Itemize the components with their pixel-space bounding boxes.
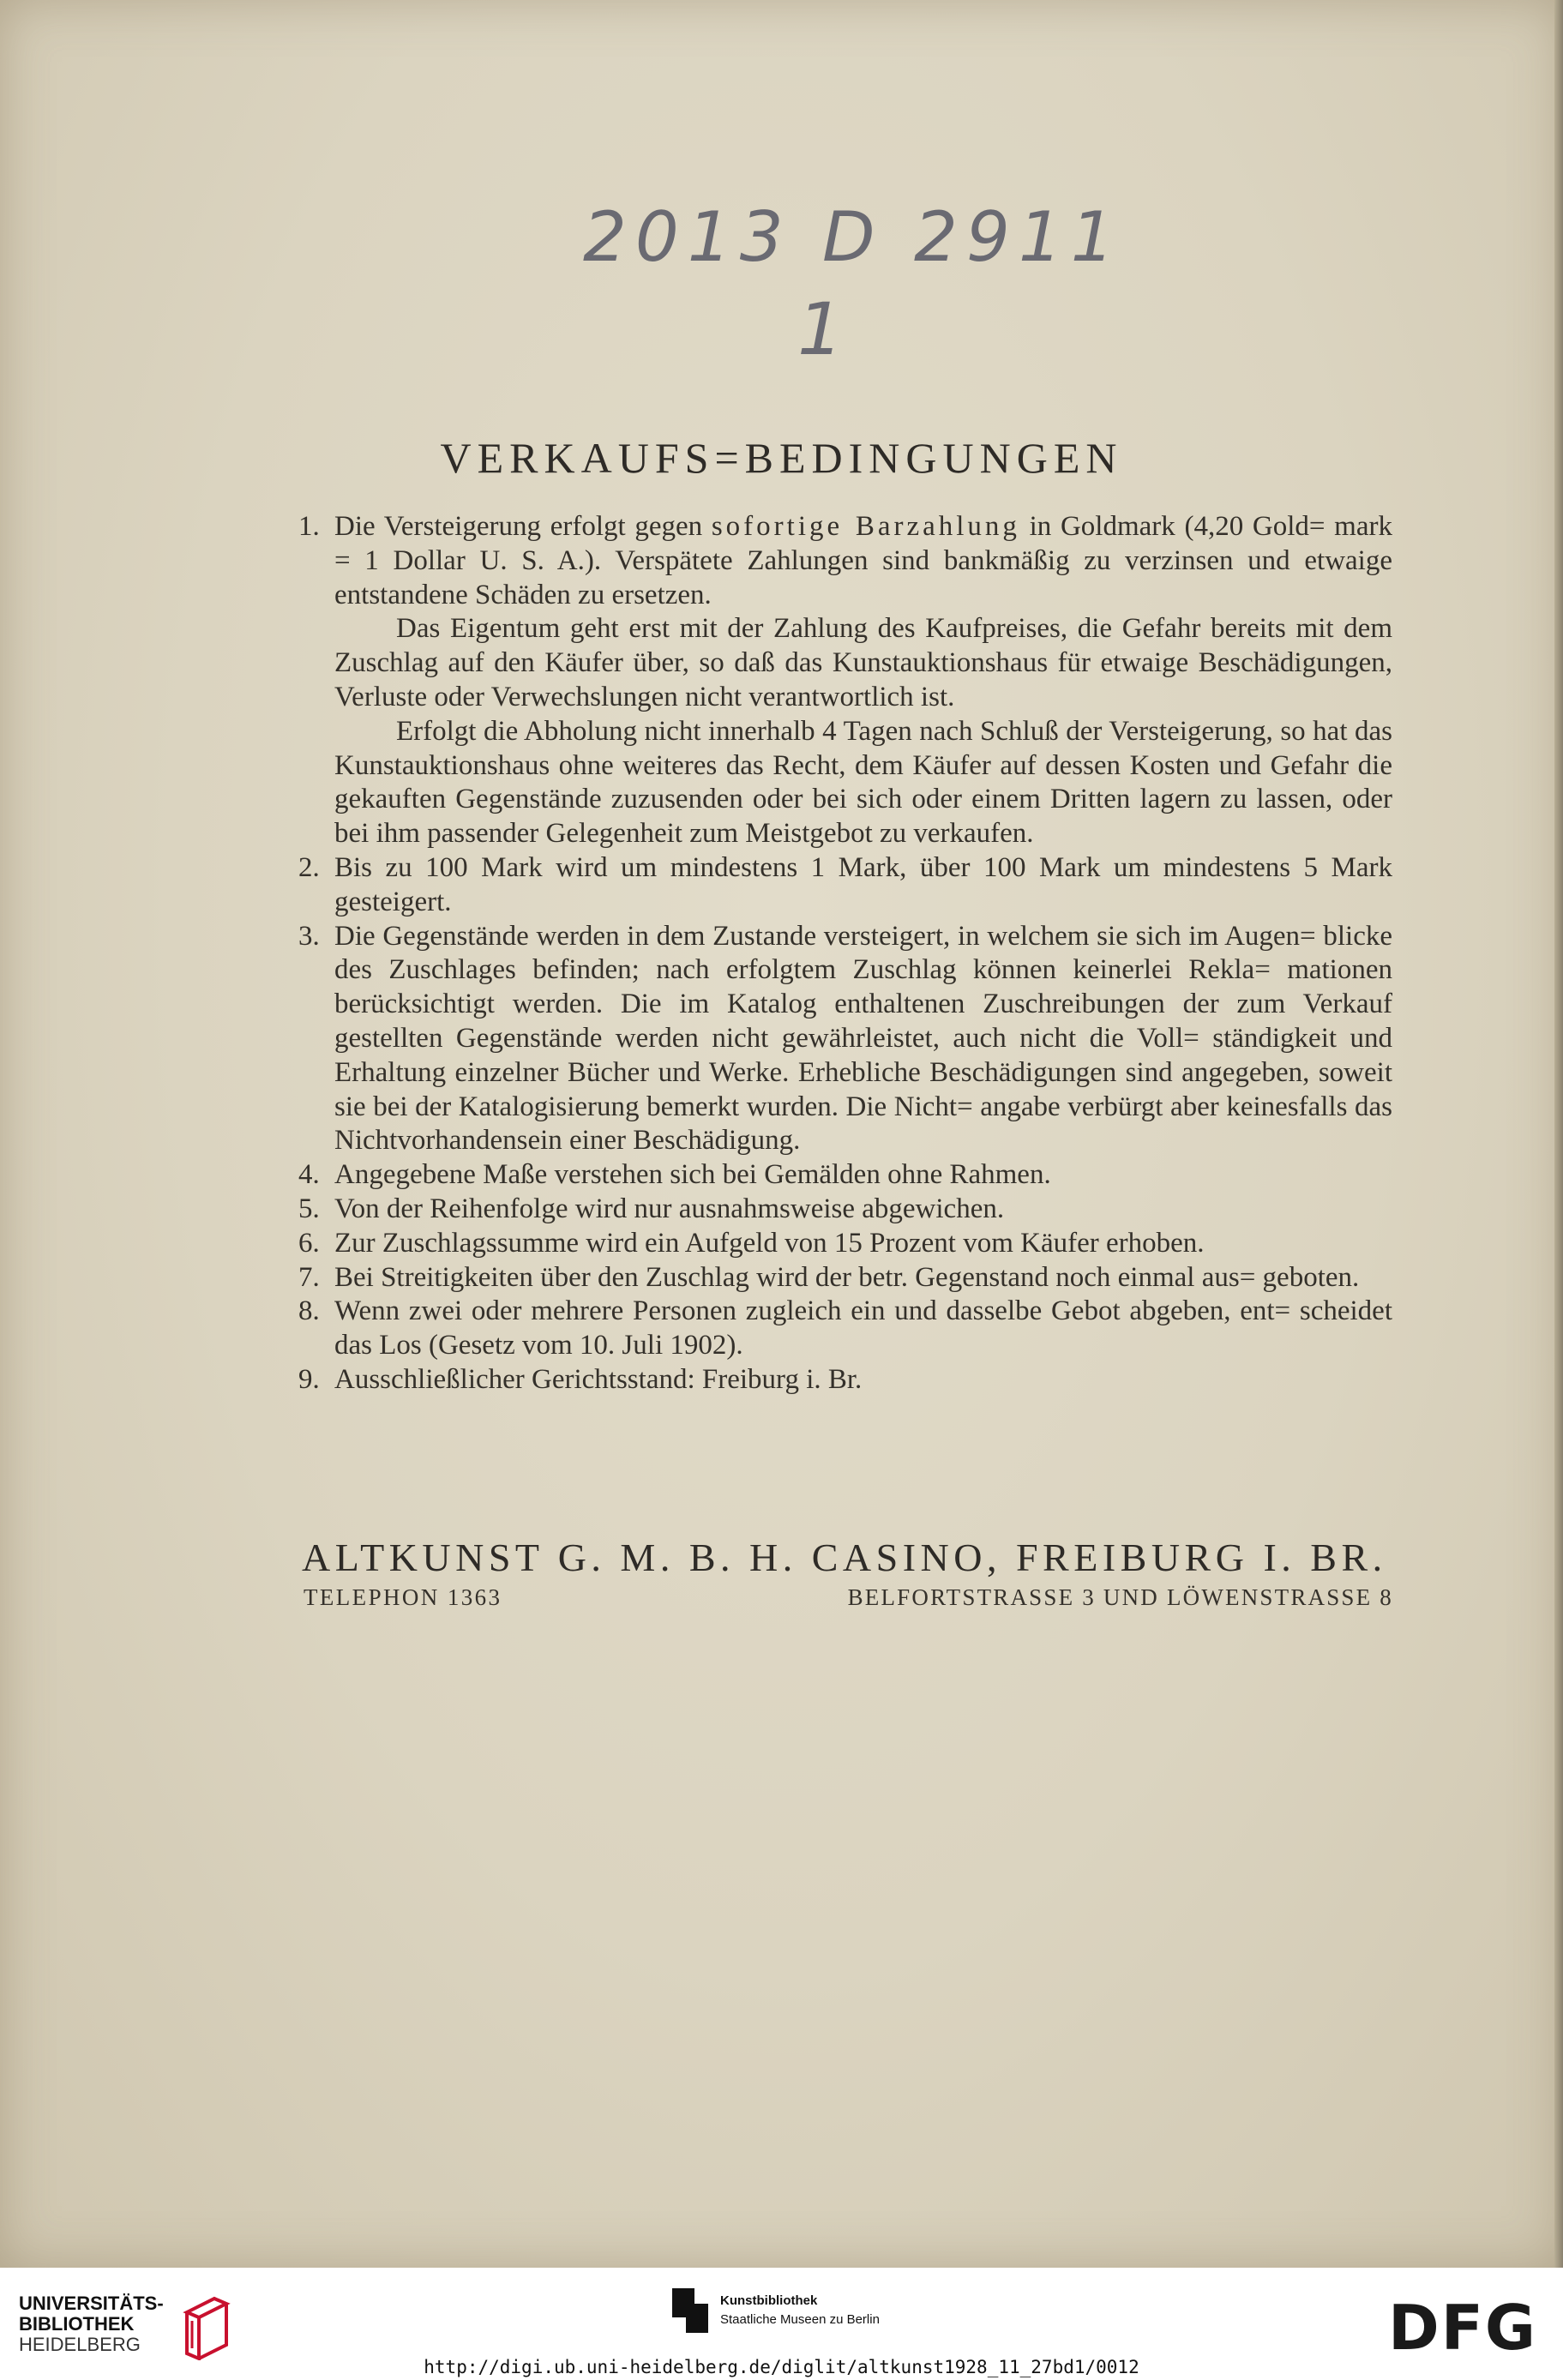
kunstbibliothek-logo[interactable] (669, 2285, 926, 2345)
condition-text: Die Gegenstände werden in dem Zustande versteigert, in welchem sie sich im Augen= blicke des Zuschlages befinden; nach erfolgtem Zuschlag können keinerlei Rekla= mationen berücksichtigt werden. Die im Katalog enthaltenen Zuschreibungen der zum Verkauf gestellten Gegenstände werden nicht gewährleistet, auch nicht die Voll= ständigkeit und Erhaltung einzelner Bücher und Werke. Erhebliche Beschädigungen sind angegeben, soweit sie bei der Katalogisierung bemerkt wurden. Die Nicht= angabe verbürgt aber keinesfalls das Nichtvorhandensein einer Beschädigung. (334, 920, 1392, 1157)
condition-number: 6. (298, 1227, 320, 1259)
ub-logo-line: HEIDELBERG (19, 2334, 141, 2355)
condition-number: 3. (298, 920, 320, 952)
firm-address: BELFORTSTRASSE 3 UND LÖWENSTRASSE 8 (847, 1584, 1393, 1610)
condition-text: Bis zu 100 Mark wird um mindestens 1 Mark, über 100 Mark um mindestens 5 Mark gesteigert. (334, 851, 1392, 917)
condition-item-1 (298, 510, 1392, 851)
condition-item-4 (298, 1158, 1392, 1193)
kunstbibliothek-title: Kunstbibliothek (720, 2293, 818, 2308)
condition-item-9 (298, 1363, 1392, 1397)
condition-text: Angegebene Maße verstehen sich bei Gemälden ohne Rahmen. (334, 1159, 1051, 1191)
kunstbibliothek-subtitle: Staatliche Museen zu Berlin (720, 2312, 880, 2327)
conditions-list (298, 510, 1392, 1397)
page-edge (1554, 0, 1563, 2268)
condition-text-end: in Goldmark (4,20 Gold= mark = 1 Dollar U. S. A.). Verspätete Zahlungen sind bankmäßig zu verzinsen und etwaige entstandene Schäden zu ersetzen. (334, 511, 1392, 610)
condition-item-5 (298, 1193, 1392, 1227)
condition-number: 4. (298, 1159, 320, 1191)
condition-item-2 (298, 851, 1392, 920)
condition-paragraph: Das Eigentum geht erst mit der Zahlung des Kaufpreises, die Gefahr bereits mit dem Zuschlag auf den Käufer über, so daß das Kunstauktionshaus für etwaige Beschädigungen, Verluste oder Verwechslungen nicht verantwortlich ist. (334, 613, 1392, 712)
firm-telephone: TELEPHON 1363 (304, 1584, 502, 1610)
condition-number: 5. (298, 1193, 320, 1224)
condition-text: Zur Zuschlagssumme wird ein Aufgeld von 15 Prozent vom Käufer erhoben. (334, 1227, 1205, 1259)
condition-text: Bei Streitigkeiten über den Zuschlag wird der betr. Gegenstand noch einmal aus= geboten. (334, 1261, 1360, 1293)
condition-item-6 (298, 1227, 1392, 1261)
condition-paragraph: Erfolgt die Abholung nicht innerhalb 4 Tagen nach Schluß der Versteigerung, so hat das Kunstauktionshaus ohne weiteres das Recht, dem Käufer auf dessen Kosten und Gefahr die gekauften Gegenstände zuzusenden oder bei sich oder einem Dritten lagern zu lassen, oder bei ihm passender Gelegenheit zum Meistgebot zu verkaufen. (334, 715, 1392, 850)
condition-text: Wenn zwei oder mehrere Personen zugleich ein und dasselbe Gebot abgeben, ent= scheidet das Los (Gesetz vom 10. Juli 1902). (334, 1295, 1392, 1361)
handwritten-volume-number: 1 (797, 287, 852, 371)
ub-logo-line: UNIVERSITÄTS- (19, 2293, 164, 2314)
firm-name: ALTKUNST G. M. B. H. CASINO, FREIBURG I. BR. (302, 1536, 1387, 1579)
ub-logo-line: BIBLIOTHEK (19, 2313, 135, 2335)
condition-emphasis: sofortige Barzahlung (711, 511, 1020, 542)
condition-number: 9. (298, 1363, 320, 1395)
kunstbibliothek-mark-icon (669, 2285, 712, 2336)
condition-number: 8. (298, 1295, 320, 1327)
page-title: VERKAUFS=BEDINGUNGEN (440, 434, 1123, 482)
condition-text: Von der Reihenfolge wird nur ausnahmsweise abgewichen. (334, 1193, 1005, 1224)
ub-heidelberg-logo[interactable] (19, 2293, 225, 2362)
condition-text-start: Die Versteigerung erfolgt gegen (334, 511, 712, 542)
condition-item-7 (298, 1261, 1392, 1295)
condition-number: 7. (298, 1261, 320, 1293)
condition-item-3 (298, 920, 1392, 1159)
dfg-logo[interactable]: DFG (1387, 2292, 1537, 2364)
source-url-link[interactable]: http://digi.ub.uni-heidelberg.de/diglit/altkunst1928_11_27bd1/0012 (424, 2357, 1139, 2377)
condition-number: 1. (298, 511, 320, 542)
ub-book-icon (180, 2295, 231, 2360)
condition-text (334, 510, 1392, 612)
condition-text: Ausschließlicher Gerichtsstand: Freiburg i. Br. (334, 1363, 863, 1395)
condition-number: 2. (298, 851, 320, 883)
handwritten-call-number: 2013 D 2911 (583, 197, 1123, 277)
condition-item-8 (298, 1295, 1392, 1363)
digitization-footer (0, 2268, 1563, 2380)
